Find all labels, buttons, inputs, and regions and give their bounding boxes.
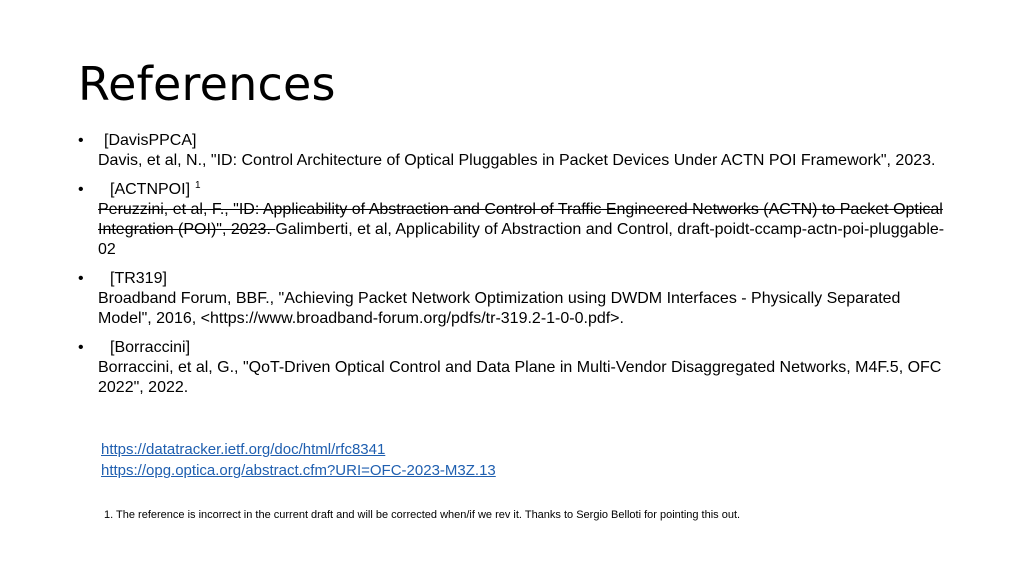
link-list (101, 439, 496, 481)
optica-abstract-link[interactable]: https://opg.optica.org/abstract.cfm?URI=OFC-2023-M3Z.13 (101, 462, 496, 479)
footnote-marker: 1 (195, 179, 201, 191)
reference-key: [ACTNPOI] (110, 181, 191, 198)
struck-reference-text: Peruzzini, et al, F., "ID: Applicability of Abstraction and Control of Traffic Engineered Networks (ACTN) to Packet Optical Integration (POI)", 2023. (98, 201, 943, 238)
reference-text: Broadband Forum, BBF., "Achieving Packet Network Optimization using DWDM Interfaces - Physically Separated Model", 2016, <https://www.broadband-forum.org/pdfs/tr-319.2-1-0-0.pdf>. (98, 290, 901, 327)
reference-key: [Borraccini] (110, 339, 191, 356)
bullet-icon: • (78, 181, 84, 198)
reference-text: Borraccini, et al, G., "QoT-Driven Optical Control and Data Plane in Multi-Vendor Disaggregated Networks, M4F.5, OFC 2022", 2022. (98, 359, 942, 396)
reference-correction-text: Galimberti, et al, Applicability of Abstraction and Control, draft-poidt-ccamp-actn-poi-pluggable-02 (98, 221, 945, 258)
reference-key: [TR319] (110, 270, 167, 287)
reference-text (98, 200, 948, 260)
bullet-icon: • (78, 339, 84, 356)
slide-title: References (78, 57, 336, 111)
reference-text: Davis, et al, N., "ID: Control Architecture of Optical Pluggables in Packet Devices Under ACTN POI Framework", 2023. (98, 152, 936, 169)
reference-item (78, 131, 948, 171)
reference-list (78, 131, 948, 407)
bullet-icon: • (78, 270, 84, 287)
reference-key: [DavisPPCA] (104, 132, 197, 149)
footnote: 1. The reference is incorrect in the current draft and will be corrected when/if we rev it. Thanks to Sergio Belloti for pointing this out. (104, 509, 741, 521)
reference-item (78, 180, 948, 260)
bullet-icon: • (78, 132, 84, 149)
reference-item (78, 269, 948, 329)
reference-item (78, 338, 948, 398)
rfc8341-link[interactable]: https://datatracker.ietf.org/doc/html/rfc8341 (101, 441, 386, 458)
